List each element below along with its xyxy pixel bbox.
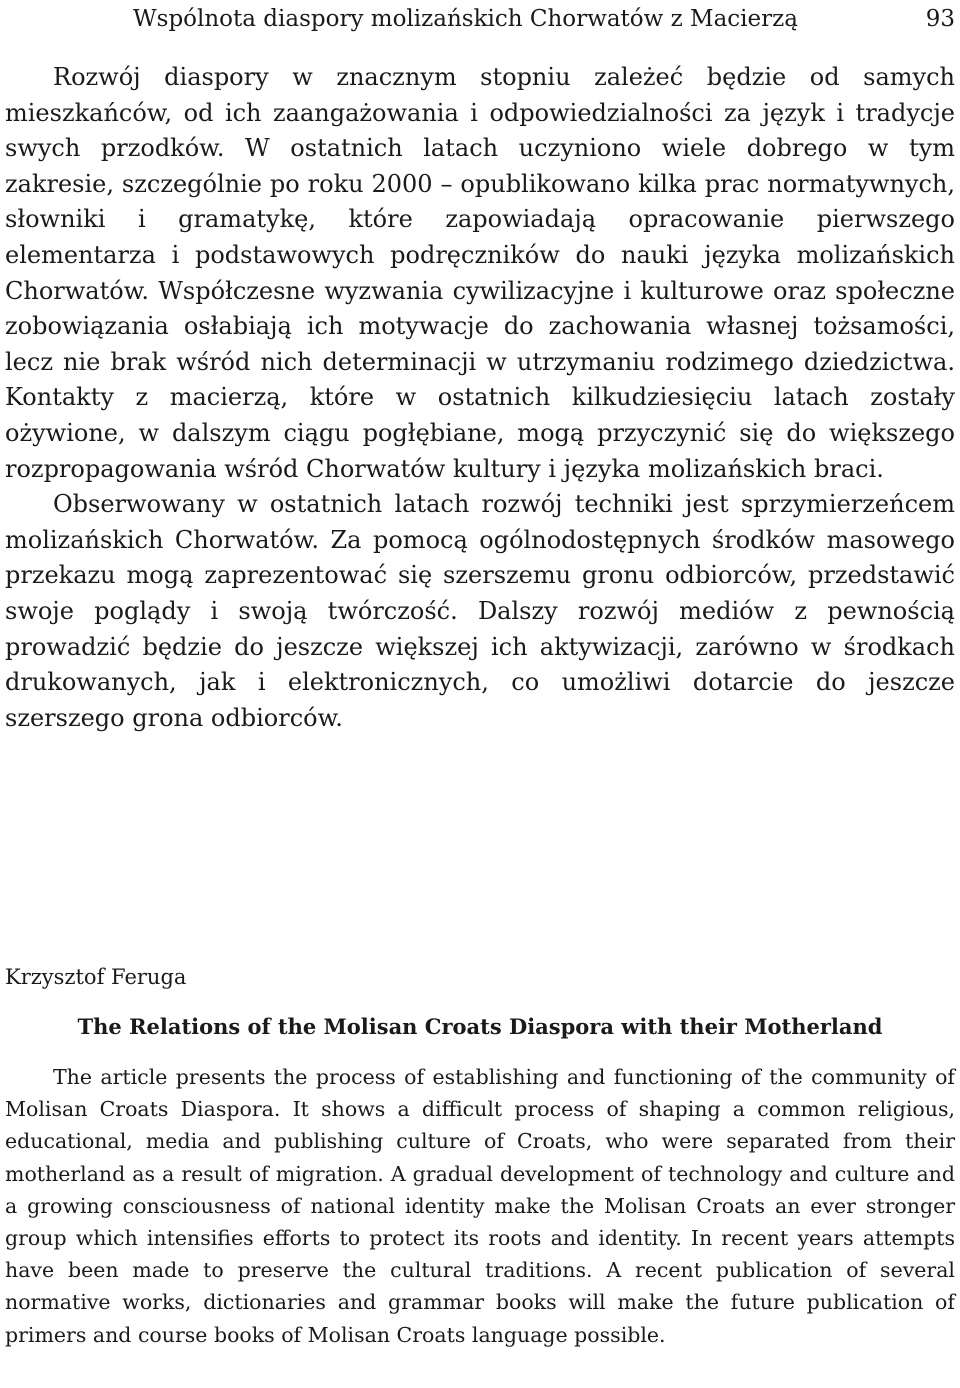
paragraph: Obserwowany w ostatnich latach rozwój techniki jest sprzymierzeńcem molizańskich Chorwatów. Za pomocą ogólnodostępnych środków masowego przekazu mogą zaprezentować się szerszemu gronu odbiorców, przedstawić swoje poglądy i swoją twórczość. Dalszy rozwój mediów z pewnością prowadzić będzie do jeszcze większej ich aktywizacji, zarówno w środkach drukowanych, jak i elektronicznych, co umożliwi dotarcie do jeszcze szerszego grona odbiorców. xyxy=(5,490,955,732)
summary-abstract xyxy=(5,1061,955,1351)
paragraph: Rozwój diaspory w znacznym stopniu zależeć będzie od samych mieszkańców, od ich zaangażowania i odpowiedzialności za język i tradycje swych przodków. W ostatnich latach uczyniono wiele dobrego w tym zakresie, szczególnie po roku 2000 – opublikowano kilka prac normatywnych, słowniki i gramatykę, które zapowiadają opracowanie pierwszego elementarza i podstawowych podręczników do nauki języka molizańskich Chorwatów. Współczesne wyzwania cywilizacyjne i kulturowe oraz społeczne zobowiązania osłabiają ich motywacje do zachowania własnej tożsamości, lecz nie brak wśród nich determinacji w utrzymaniu rodzimego dziedzictwa. Kontakty z macierzą, które w ostatnich kilkudziesięciu latach zostały ożywione, w dalszym ciągu pogłębiane, mogą przyczynić się do większego rozpropagowania wśród Chorwatów kultury i języka molizańskich braci. xyxy=(5,63,955,483)
main-text xyxy=(5,60,955,736)
summary-title: The Relations of the Molisan Croats Diaspora with their Motherland xyxy=(77,1014,883,1039)
running-header xyxy=(5,2,955,36)
summary-author: Krzysztof Feruga xyxy=(5,965,187,989)
running-title: Wspólnota diaspory molizańskich Chorwatów z Macierzą xyxy=(133,6,798,32)
abstract-paragraph: The article presents the process of establishing and functioning of the community of Molisan Croats Diaspora. It shows a difficult process of shaping a common religious, educational, media and publishing culture of Croats, who were separated from their motherland as a result of migration. A gradual development of technology and culture and a growing consciousness of national identity make the Molisan Croats an ever stronger group which intensifies efforts to protect its roots and identity. In recent years attempts have been made to preserve the cultural traditions. A recent publication of several normative works, dictionaries and grammar books will make the future publication of primers and course books of Molisan Croats language possible. xyxy=(5,1065,955,1347)
page-number: 93 xyxy=(925,6,955,32)
